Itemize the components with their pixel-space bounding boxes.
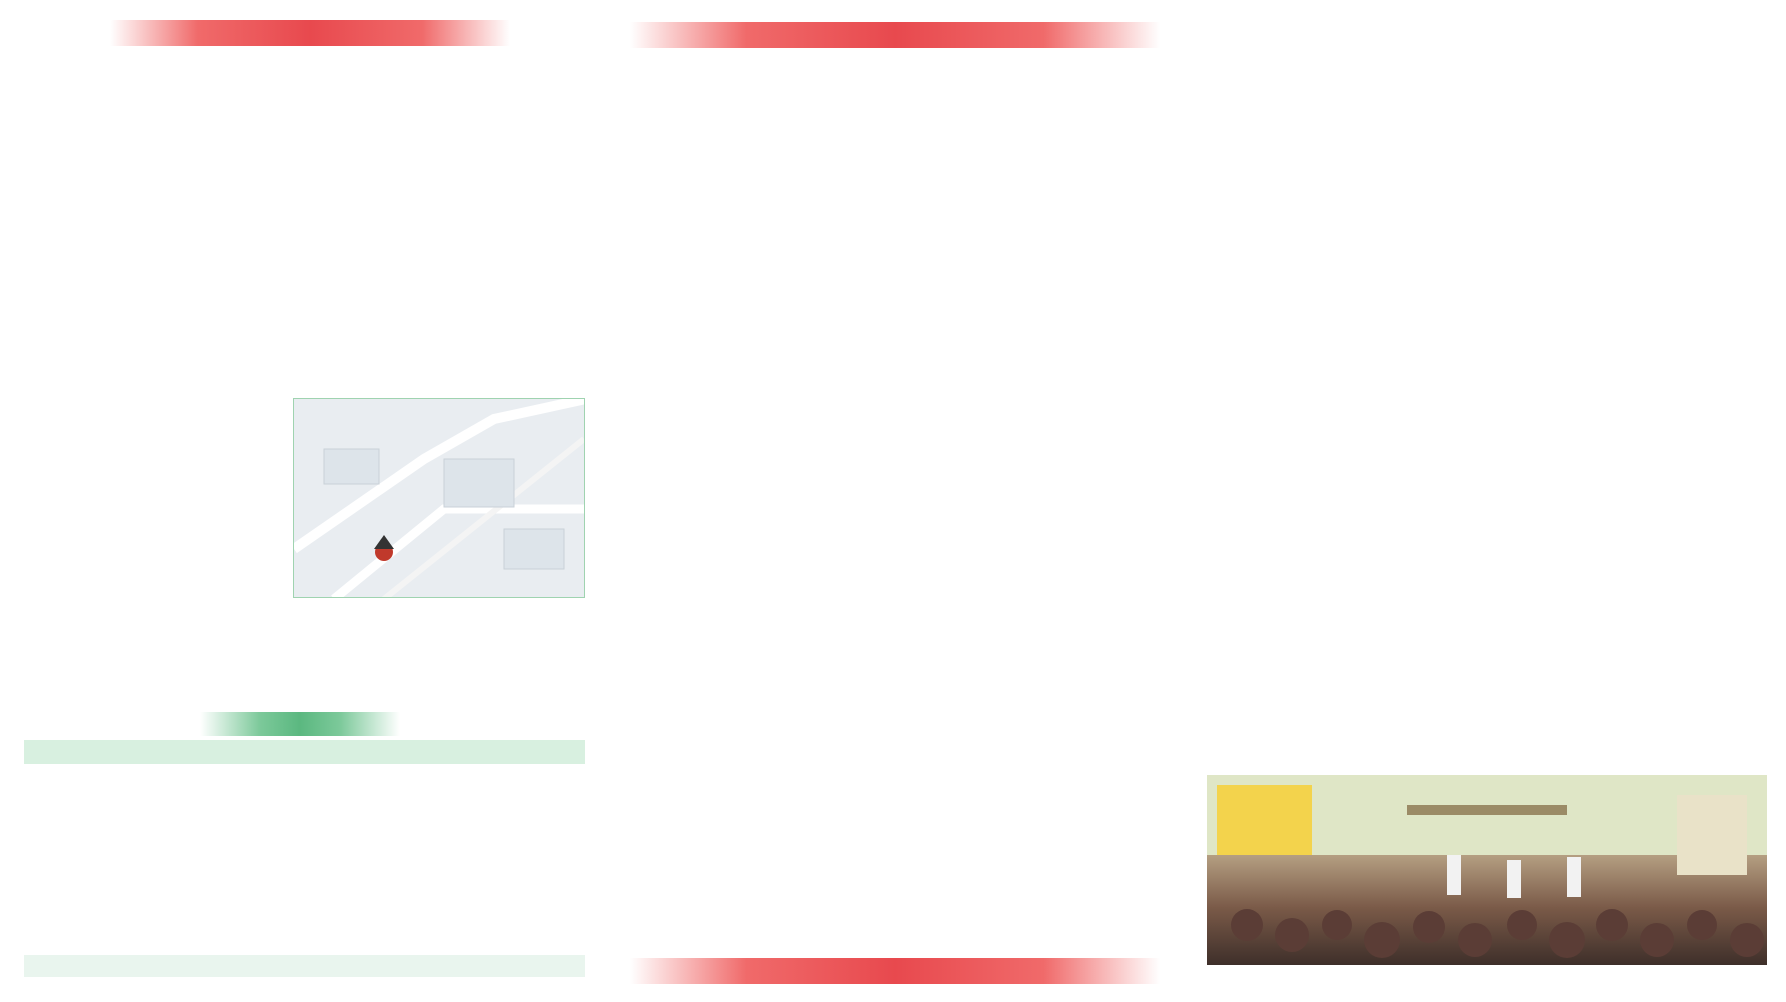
account-bar bbox=[24, 740, 585, 764]
guideline-banner bbox=[110, 20, 510, 46]
map-drawing bbox=[294, 399, 585, 598]
next-week-banner bbox=[630, 958, 1160, 984]
offering-banner bbox=[200, 712, 400, 736]
church-logo-title bbox=[1372, 118, 1712, 218]
worship-photo bbox=[1207, 775, 1767, 965]
prayer-row bbox=[24, 955, 585, 977]
church-map bbox=[293, 398, 585, 598]
sermon-title-banner bbox=[630, 22, 1160, 48]
photo-drawing bbox=[1207, 775, 1767, 965]
